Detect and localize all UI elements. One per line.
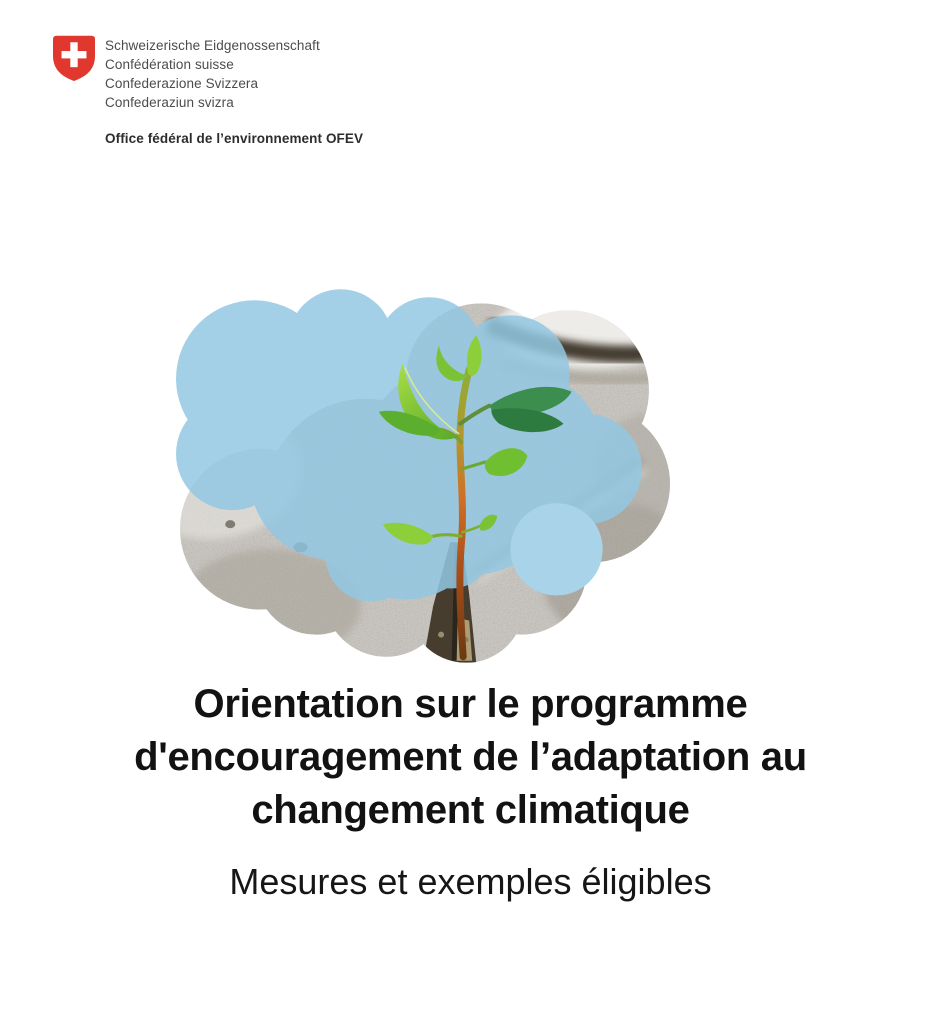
swiss-shield-icon — [53, 34, 95, 82]
swiss-federal-logo — [53, 34, 363, 148]
cover-title-line-3: changement climatique — [251, 788, 690, 832]
cover-illustration — [170, 283, 672, 665]
confederation-name-line: Confederazione Svizzera — [105, 76, 259, 91]
cover-title-line-1: Orientation sur le programme — [193, 682, 748, 726]
cover-title — [0, 678, 941, 837]
confederation-name-line: Schweizerische Eidgenossenschaft — [105, 38, 320, 53]
blue-accent-circle — [510, 503, 602, 595]
plant-in-concrete-image — [170, 283, 672, 665]
confederation-name-line: Confédération suisse — [105, 57, 234, 72]
cover-title-line-2: d'encouragement de l’adaptation au — [134, 735, 807, 779]
logo-text-block — [105, 34, 363, 148]
confederation-name-line: Confederaziun svizra — [105, 95, 234, 110]
office-name: Office fédéral de l’environnement OFEV — [105, 131, 364, 146]
cover-subtitle: Mesures et exemples éligibles — [229, 861, 712, 902]
